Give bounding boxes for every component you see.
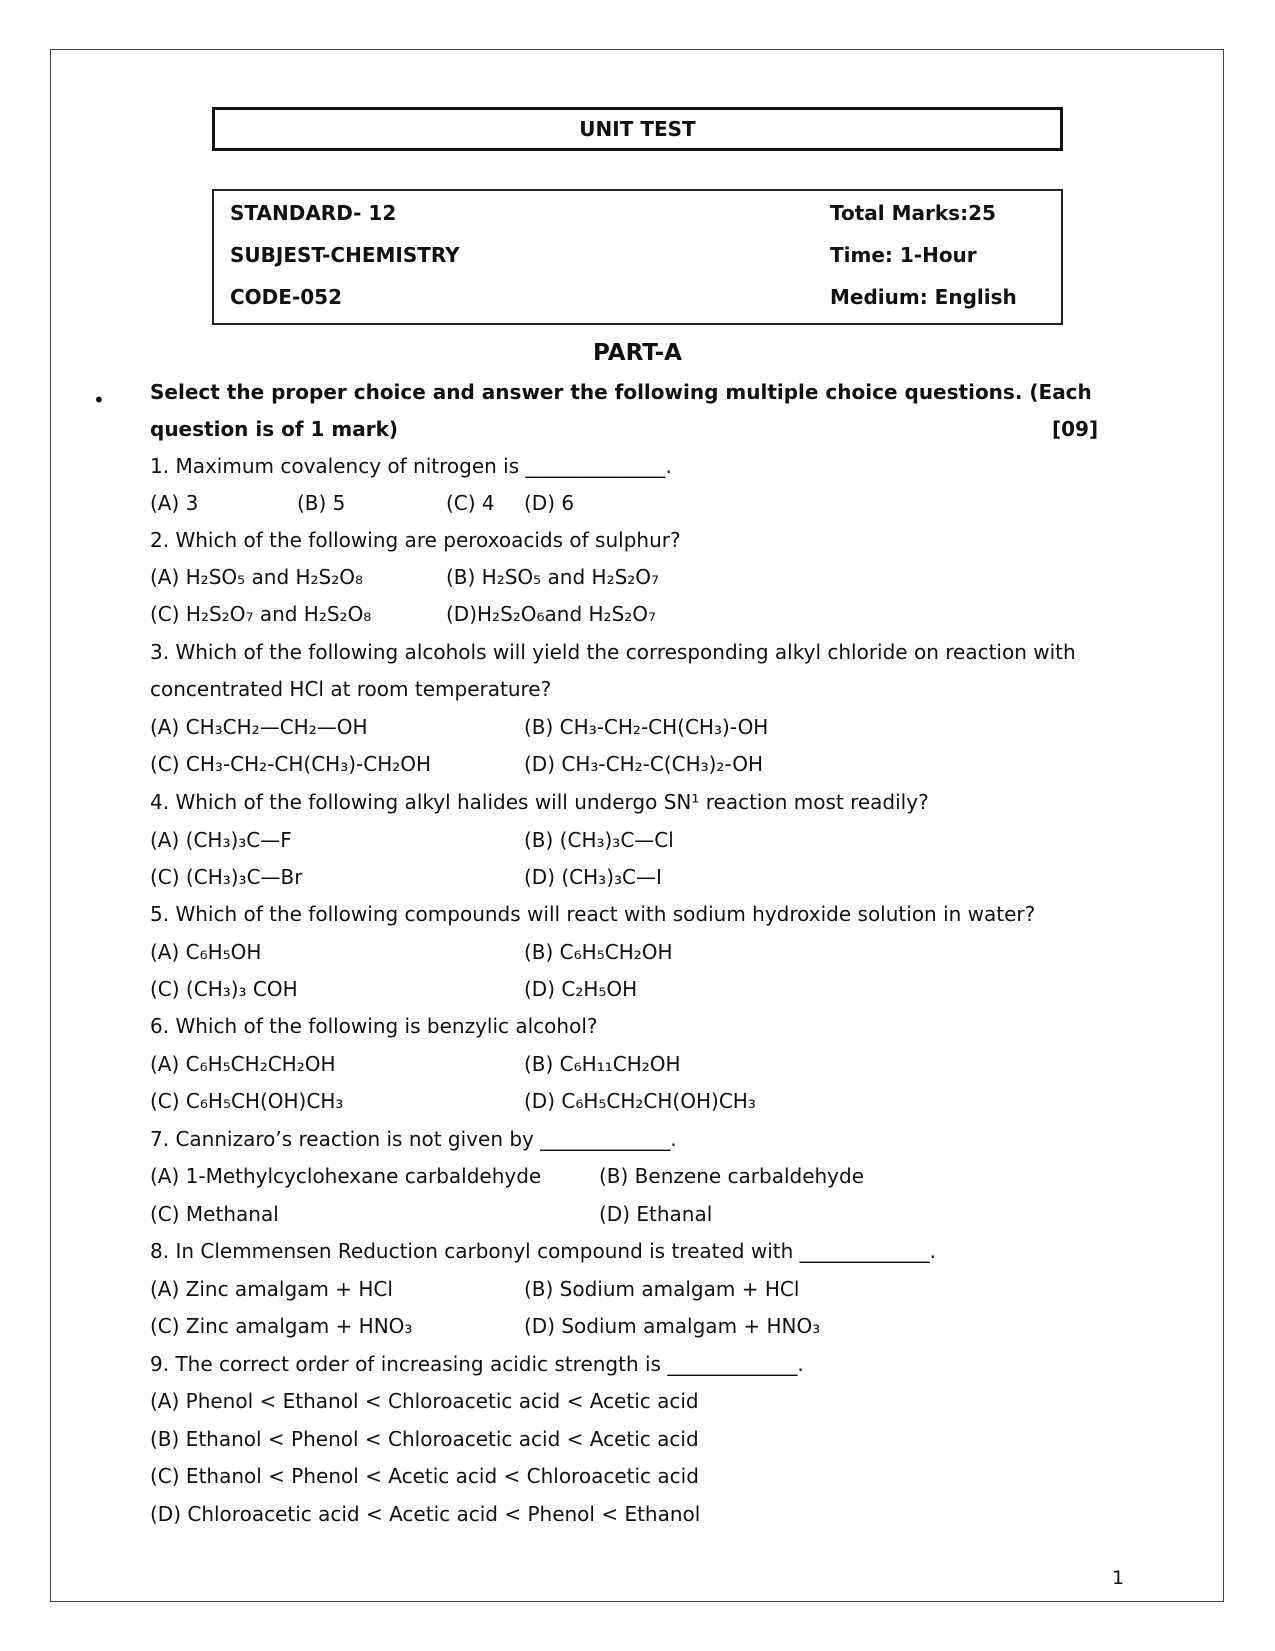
instruction-line-2: question is of 1 mark) (150, 417, 399, 441)
q4-option-c: (C) (CH₃)₃C—Br (150, 865, 303, 889)
q7-option-d: (D) Ethanal (599, 1202, 713, 1226)
question-2: 2. Which of the following are peroxoacids of sulphur? (150, 528, 681, 552)
question-5: 5. Which of the following compounds will react with sodium hydroxide solution in water? (150, 902, 1036, 926)
q3-option-d: (D) CH₃-CH₂-C(CH₃)₂-OH (524, 752, 764, 776)
q9-option-d: (D) Chloroacetic acid < Acetic acid < Phenol < Ethanol (150, 1502, 701, 1526)
instruction-line-1: Select the proper choice and answer the following multiple choice questions. (Each (150, 380, 1092, 404)
q8-option-c: (C) Zinc amalgam + HNO₃ (150, 1314, 413, 1338)
test-info-box (212, 189, 1063, 325)
q9-option-a: (A) Phenol < Ethanol < Chloroacetic acid < Acetic acid (150, 1389, 699, 1413)
time: Time: 1-Hour (830, 243, 977, 267)
q4-option-b: (B) (CH₃)₃C—Cl (524, 828, 674, 852)
test-title-box (212, 107, 1063, 151)
q2-option-c: (C) H₂S₂O₇ and H₂S₂O₈ (150, 602, 372, 626)
q8-option-a: (A) Zinc amalgam + HCl (150, 1277, 393, 1301)
q5-option-c: (C) (CH₃)₃ COH (150, 977, 298, 1001)
q1-option-b: (B) 5 (297, 491, 346, 515)
subject: SUBJEST-CHEMISTRY (230, 243, 460, 267)
q3-option-b: (B) CH₃-CH₂-CH(CH₃)-OH (524, 715, 769, 739)
q5-option-d: (D) C₂H₅OH (524, 977, 638, 1001)
code: CODE-052 (230, 285, 342, 309)
q7-option-a: (A) 1-Methylcyclohexane carbaldehyde (150, 1164, 542, 1188)
q2-option-d: (D)H₂S₂O₆and H₂S₂O₇ (446, 602, 657, 626)
q4-option-a: (A) (CH₃)₃C—F (150, 828, 292, 852)
q5-option-b: (B) C₆H₅CH₂OH (524, 940, 673, 964)
question-9: 9. The correct order of increasing acidic strength is _____________. (150, 1352, 804, 1376)
q8-option-d: (D) Sodium amalgam + HNO₃ (524, 1314, 821, 1338)
question-3-line-1: 3. Which of the following alcohols will yield the corresponding alkyl chloride on reaction with (150, 640, 1076, 664)
question-7: 7. Cannizaro’s reaction is not given by _____________. (150, 1127, 677, 1151)
q6-option-b: (B) C₆H₁₁CH₂OH (524, 1052, 681, 1076)
test-title: UNIT TEST (579, 117, 696, 141)
q3-option-a: (A) CH₃CH₂—CH₂—OH (150, 715, 368, 739)
q2-option-a: (A) H₂SO₅ and H₂S₂O₈ (150, 565, 364, 589)
bullet: • (93, 388, 105, 412)
q5-option-a: (A) C₆H₅OH (150, 940, 262, 964)
part-title: PART-A (593, 340, 682, 366)
q3-option-c: (C) CH₃-CH₂-CH(CH₃)-CH₂OH (150, 752, 432, 776)
q9-option-b: (B) Ethanol < Phenol < Chloroacetic acid < Acetic acid (150, 1427, 699, 1451)
question-1: 1. Maximum covalency of nitrogen is ______________. (150, 454, 672, 478)
question-3-line-2: concentrated HCl at room temperature? (150, 677, 552, 701)
q7-option-b: (B) Benzene carbaldehyde (599, 1164, 865, 1188)
q1-option-c: (C) 4 (446, 491, 495, 515)
q7-option-c: (C) Methanal (150, 1202, 279, 1226)
q9-option-c: (C) Ethanol < Phenol < Acetic acid < Chloroacetic acid (150, 1464, 699, 1488)
q1-option-a: (A) 3 (150, 491, 199, 515)
q6-option-c: (C) C₆H₅CH(OH)CH₃ (150, 1089, 344, 1113)
q4-option-d: (D) (CH₃)₃C—I (524, 865, 662, 889)
section-marks: [09] (1052, 417, 1099, 441)
medium: Medium: English (830, 285, 1017, 309)
q6-option-a: (A) C₆H₅CH₂CH₂OH (150, 1052, 336, 1076)
q1-option-d: (D) 6 (524, 491, 575, 515)
question-8: 8. In Clemmensen Reduction carbonyl compound is treated with _____________. (150, 1239, 936, 1263)
standard: STANDARD- 12 (230, 201, 397, 225)
page-number: 1 (1112, 1567, 1125, 1589)
question-6: 6. Which of the following is benzylic alcohol? (150, 1014, 598, 1038)
total-marks: Total Marks:25 (830, 201, 996, 225)
q8-option-b: (B) Sodium amalgam + HCl (524, 1277, 800, 1301)
q2-option-b: (B) H₂SO₅ and H₂S₂O₇ (446, 565, 660, 589)
q6-option-d: (D) C₆H₅CH₂CH(OH)CH₃ (524, 1089, 756, 1113)
question-4: 4. Which of the following alkyl halides will undergo SN¹ reaction most readily? (150, 790, 929, 814)
